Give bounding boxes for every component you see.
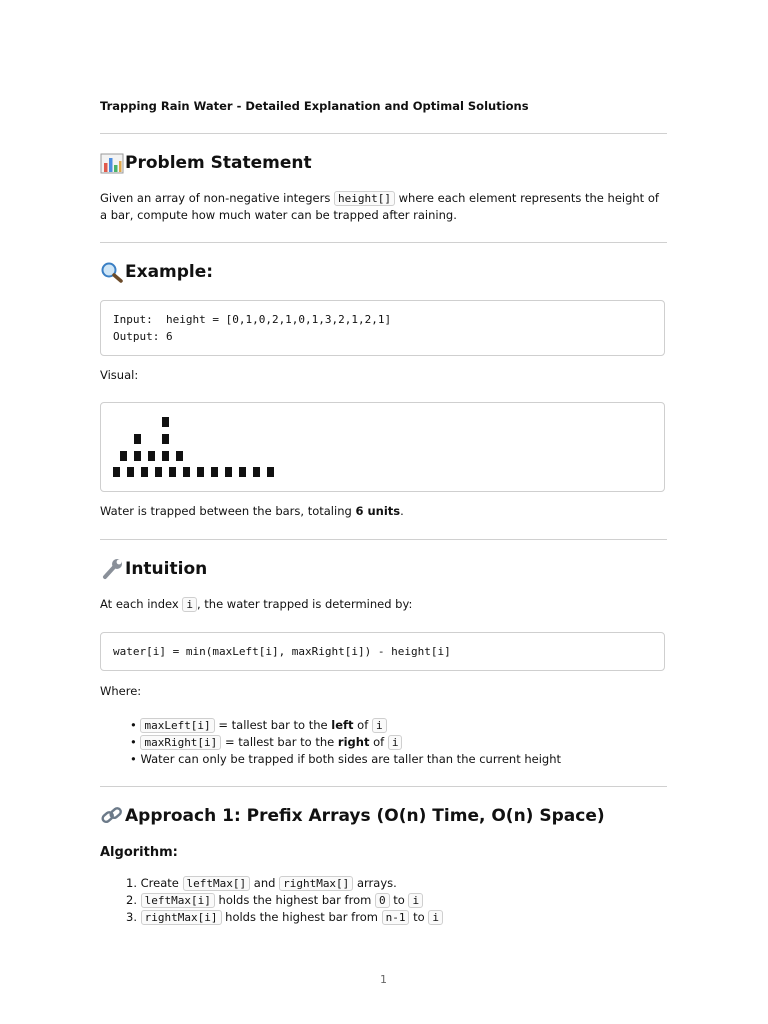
document-title: Trapping Rain Water - Detailed Explanation and Optimal Solutions	[100, 99, 529, 113]
bar-block	[267, 467, 274, 477]
bar-chart-icon	[100, 152, 125, 174]
bar-block	[162, 434, 169, 444]
problem-heading: Problem Statement	[100, 152, 312, 174]
bar-block	[211, 467, 218, 477]
bar-block	[148, 451, 155, 461]
wrench-icon	[100, 558, 125, 580]
bar-visual	[100, 402, 665, 492]
intuition-text: At each index i , the water trapped is determined by:	[100, 597, 413, 611]
bar-block	[134, 434, 141, 444]
magnifier-icon	[100, 261, 125, 283]
bar-block	[253, 467, 260, 477]
inline-code: height[]	[334, 191, 395, 206]
example-heading: Example:	[100, 261, 213, 283]
algorithm-steps	[126, 875, 443, 926]
bar-block	[155, 467, 162, 477]
divider	[100, 539, 667, 540]
visual-label: Visual:	[100, 368, 139, 382]
bar-block	[134, 451, 141, 461]
list-item: 3. rightMax[i] holds the highest bar from n-1 to i	[126, 909, 443, 926]
example-summary: Water is trapped between the bars, totaling 6 units.	[100, 504, 404, 518]
intuition-bullets	[130, 717, 561, 768]
inline-code: i	[182, 597, 197, 612]
bar-block	[183, 467, 190, 477]
bar-block	[127, 467, 134, 477]
bar-block	[239, 467, 246, 477]
bar-block	[113, 467, 120, 477]
approach1-heading: Approach 1: Prefix Arrays (O(n) Time, O(n) Space)	[100, 805, 605, 827]
divider	[100, 133, 667, 134]
link-icon	[100, 805, 125, 827]
bar-block	[169, 467, 176, 477]
bar-block	[162, 451, 169, 461]
algorithm-label: Algorithm:	[100, 845, 178, 860]
where-label: Where:	[100, 684, 142, 698]
list-item: 1. Create leftMax[] and rightMax[] arrays.	[126, 876, 397, 890]
intuition-heading: Intuition	[100, 558, 207, 580]
list-item: • maxRight[i] = tallest bar to the right of i	[130, 734, 561, 751]
bar-block	[176, 451, 183, 461]
list-item: 2. leftMax[i] holds the highest bar from 0 to i	[126, 892, 443, 909]
formula-code-block: water[i] = min(maxLeft[i], maxRight[i]) - height[i]	[100, 632, 665, 671]
divider	[100, 242, 667, 243]
page-number: 1	[380, 973, 387, 986]
list-item: • Water can only be trapped if both sides are taller than the current height	[130, 751, 561, 768]
divider	[100, 786, 667, 787]
bar-block	[197, 467, 204, 477]
bar-block	[225, 467, 232, 477]
problem-text: Given an array of non-negative integers height[] where each element represents the height of a bar, compute how much water can be trapped after raining.	[100, 191, 659, 222]
bar-block	[120, 451, 127, 461]
example-code-block: Input: height = [0,1,0,2,1,0,1,3,2,1,2,1] Output: 6	[100, 300, 665, 356]
list-item: • maxLeft[i] = tallest bar to the left of i	[130, 717, 561, 734]
bar-block	[162, 417, 169, 427]
bar-block	[141, 467, 148, 477]
